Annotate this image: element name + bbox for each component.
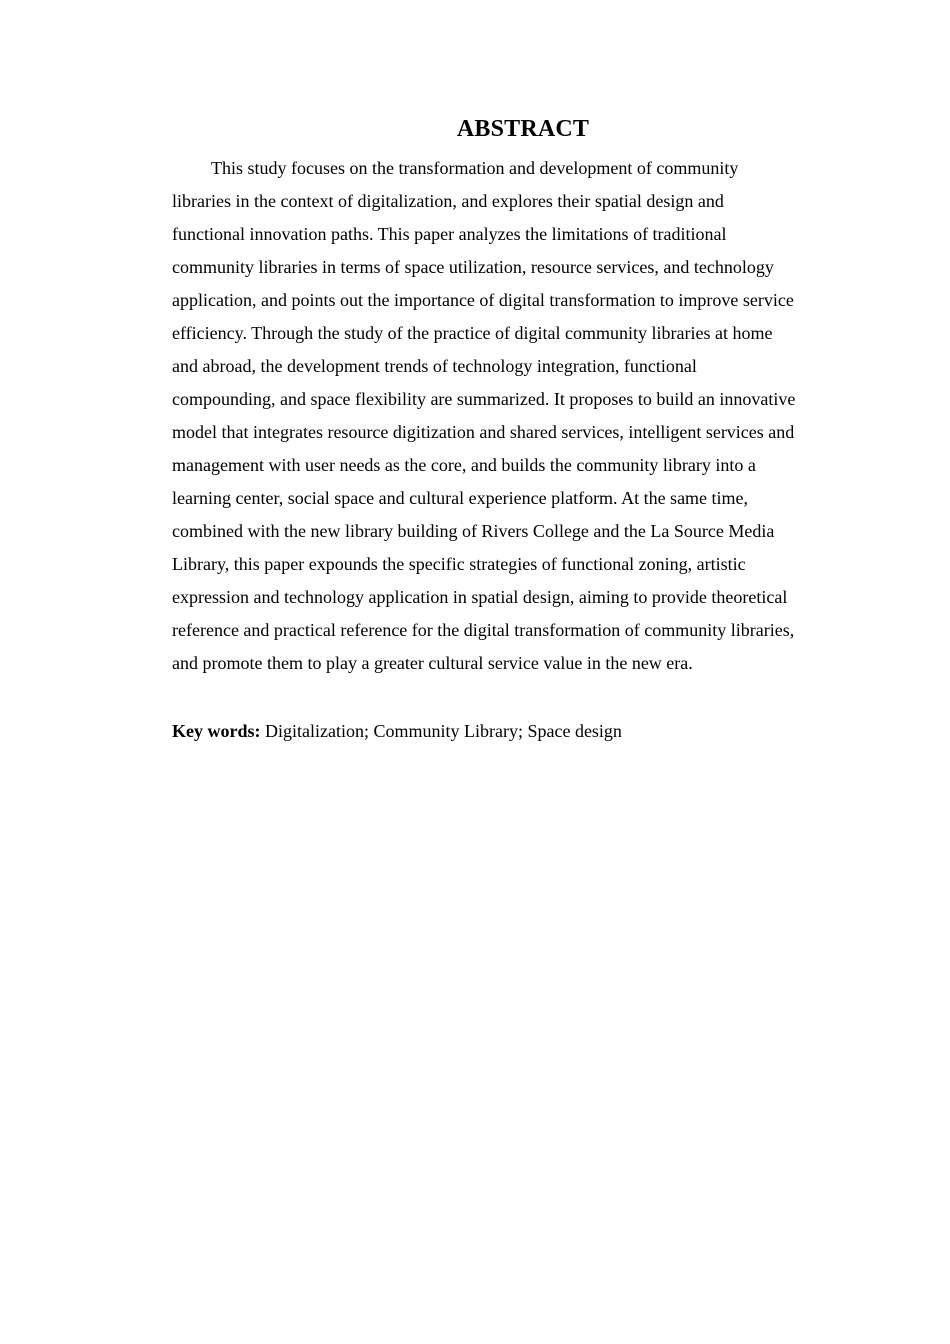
keywords-label: Key words: xyxy=(172,721,261,741)
abstract-line: functional innovation paths. This paper analyzes the limitations of traditional xyxy=(172,224,727,244)
abstract-line: community libraries in terms of space utilization, resource services, and technology xyxy=(172,257,774,277)
abstract-line: combined with the new library building of Rivers College and the La Source Media xyxy=(172,521,775,541)
abstract-line: This study focuses on the transformation and development of community xyxy=(211,158,739,178)
abstract-line: expression and technology application in spatial design, aiming to provide theoretical xyxy=(172,587,788,607)
abstract-body xyxy=(172,152,838,680)
abstract-line: reference and practical reference for the digital transformation of community libraries, xyxy=(172,620,795,640)
abstract-line: and abroad, the development trends of technology integration, functional xyxy=(172,356,697,376)
abstract-line: management with user needs as the core, and builds the community library into a xyxy=(172,455,756,475)
abstract-line: application, and points out the importance of digital transformation to improve service xyxy=(172,290,794,310)
abstract-line: and promote them to play a greater cultural service value in the new era. xyxy=(172,653,693,673)
abstract-line: model that integrates resource digitization and shared services, intelligent services and xyxy=(172,422,795,442)
abstract-line: libraries in the context of digitalization, and explores their spatial design and xyxy=(172,191,724,211)
abstract-line: Library, this paper expounds the specific strategies of functional zoning, artistic xyxy=(172,554,746,574)
abstract-line: efficiency. Through the study of the practice of digital community libraries at home xyxy=(172,323,773,343)
abstract-line: compounding, and space flexibility are summarized. It proposes to build an innovative xyxy=(172,389,796,409)
keywords xyxy=(172,715,622,748)
abstract-line: learning center, social space and cultural experience platform. At the same time, xyxy=(172,488,749,508)
keywords-value: Digitalization; Community Library; Space design xyxy=(265,721,622,741)
abstract-title: ABSTRACT xyxy=(456,116,590,142)
